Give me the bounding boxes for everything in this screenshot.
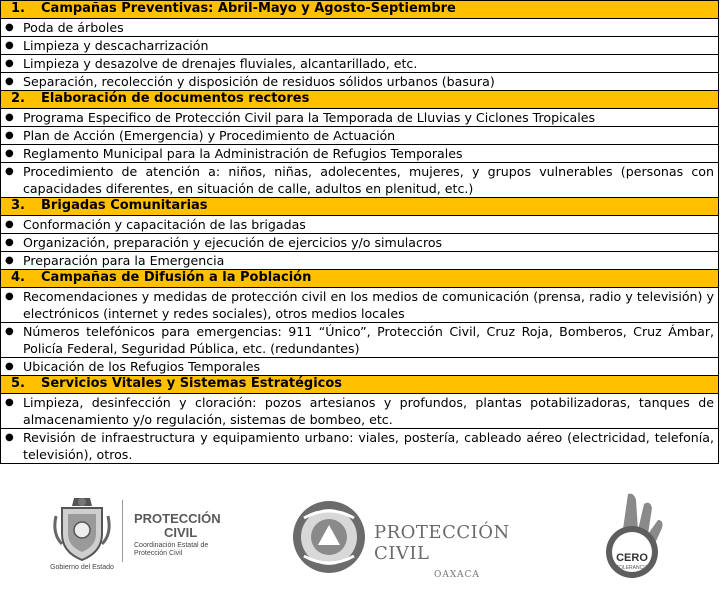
section-title: Elaboración de documentos rectores xyxy=(41,91,310,106)
bullet-icon: ● xyxy=(5,361,14,372)
proteccion-civil-emblem xyxy=(290,498,368,576)
cero-small: TOLERANCIA xyxy=(616,565,648,571)
bullet-icon: ● xyxy=(5,255,14,266)
section-number: 1. xyxy=(11,1,25,16)
bullet-icon: ● xyxy=(5,130,14,141)
list-item xyxy=(1,323,719,358)
list-item-row xyxy=(1,429,719,464)
list-item xyxy=(1,394,719,429)
section-title: Campañas de Difusión a la Población xyxy=(41,270,312,285)
pc-title-1: PROTECCIÓN xyxy=(134,511,221,526)
list-item xyxy=(1,429,719,464)
section-title: Brigadas Comunitarias xyxy=(41,198,208,213)
list-item-text: Ubicación de los Refugios Temporales xyxy=(23,359,261,374)
list-item xyxy=(1,145,719,163)
list-item xyxy=(1,127,719,145)
cero-tolerancia-logo xyxy=(600,490,670,582)
shield-icon xyxy=(52,494,112,564)
list-item-text: Preparación para la Emergencia xyxy=(23,253,225,268)
section-number: 5. xyxy=(11,376,25,391)
section-header xyxy=(1,376,719,394)
section-header-row xyxy=(1,1,719,19)
section-header-row xyxy=(1,91,719,109)
list-item-row xyxy=(1,288,719,323)
list-item-text: Reglamento Municipal para la Administración de Refugios Temporales xyxy=(23,146,463,161)
bullet-icon: ● xyxy=(5,326,14,337)
list-item-row xyxy=(1,73,719,91)
section-header xyxy=(1,91,719,109)
list-item-text: Limpieza y desazolve de drenajes fluviales, alcantarillado, etc. xyxy=(23,56,418,71)
list-item-row xyxy=(1,252,719,270)
oaxaca-shield-logo xyxy=(52,494,112,572)
bullet-icon: ● xyxy=(5,22,14,33)
list-item-row xyxy=(1,127,719,145)
bullet-icon: ● xyxy=(5,237,14,248)
section-number: 2. xyxy=(11,91,25,106)
list-item-text: Limpieza y descacharrización xyxy=(23,38,209,53)
list-item-text: Separación, recolección y disposición de residuos sólidos urbanos (basura) xyxy=(23,74,495,89)
list-item xyxy=(1,252,719,270)
list-item-row xyxy=(1,394,719,429)
list-item xyxy=(1,234,719,252)
section-header xyxy=(1,198,719,216)
list-item xyxy=(1,109,719,127)
list-item xyxy=(1,55,719,73)
list-item xyxy=(1,19,719,37)
list-item-text: Recomendaciones y medidas de protección civil en los medios de comunicación (prensa, radio y televisión) y electrónicos (internet y redes sociales), otros medios locales xyxy=(23,289,714,321)
logo-divider xyxy=(122,500,123,562)
section-header xyxy=(1,270,719,288)
list-item-row xyxy=(1,55,719,73)
pc-oaxaca-wordmark xyxy=(374,522,554,580)
bullet-icon: ● xyxy=(5,148,14,159)
list-item xyxy=(1,358,719,376)
bullet-icon: ● xyxy=(5,397,14,408)
list-item-text: Revisión de infraestructura y equipamiento urbano: viales, postería, cableado aéreo (electricidad, telefonía, televisión), otros. xyxy=(23,430,714,462)
civil-protection-emblem-icon xyxy=(290,498,368,576)
list-item-row xyxy=(1,323,719,358)
list-item-text: Limpieza, desinfección y cloración: pozos artesianos y profundos, plantas potabilizadoras, tanques de almacenamiento y/o regulación, sistemas de bombeo, etc. xyxy=(23,395,714,427)
bullet-icon: ● xyxy=(5,58,14,69)
coordinacion-logo xyxy=(134,512,244,572)
logo-strip xyxy=(0,478,720,600)
list-item-text: Poda de árboles xyxy=(23,20,124,35)
list-item-row xyxy=(1,37,719,55)
section-number: 3. xyxy=(11,198,25,213)
list-item-text: Plan de Acción (Emergencia) y Procedimiento de Actuación xyxy=(23,128,396,143)
section-header-row xyxy=(1,376,719,394)
section-title: Servicios Vitales y Sistemas Estratégicos xyxy=(41,376,343,391)
bullet-icon: ● xyxy=(5,76,14,87)
bullet-icon: ● xyxy=(5,291,14,302)
list-item xyxy=(1,37,719,55)
section-header xyxy=(1,1,719,19)
pc-title-2: CIVIL xyxy=(164,525,198,540)
list-item-text: Números telefónicos para emergencias: 911 “Único”, Protección Civil, Cruz Roja, Bomberos, Cruz Ámbar, Policía Federal, Seguridad Pública, etc. (redundantes) xyxy=(23,324,714,356)
list-item-row xyxy=(1,163,719,198)
pc-oaxaca-title: PROTECCIÓN CIVIL xyxy=(374,522,510,564)
list-item-row xyxy=(1,19,719,37)
list-item-row xyxy=(1,216,719,234)
pc-sub-2: Protección Civil xyxy=(134,550,183,557)
list-item xyxy=(1,216,719,234)
section-header-row xyxy=(1,270,719,288)
gobierno-caption: Gobierno del Estado xyxy=(50,564,114,571)
list-item-row xyxy=(1,358,719,376)
list-item-row xyxy=(1,109,719,127)
list-item-text: Procedimiento de atención a: niños, niñas, adolecentes, mujeres, y grupos vulnerables (personas con capacidades diferentes, en situación de calle, adultos en plenitud, etc.) xyxy=(23,164,714,196)
bullet-icon: ● xyxy=(5,166,14,177)
pc-oaxaca-sub: OAXACA xyxy=(434,570,480,580)
section-title: Campañas Preventivas: Abril-Mayo y Agosto-Septiembre xyxy=(41,1,456,16)
list-item-text: Conformación y capacitación de las brigadas xyxy=(23,217,306,232)
list-item xyxy=(1,288,719,323)
list-item-row xyxy=(1,145,719,163)
section-header-row xyxy=(1,198,719,216)
list-item-row xyxy=(1,234,719,252)
pc-sub-1: Coordinación Estatal de xyxy=(134,542,209,549)
section-number: 4. xyxy=(11,270,25,285)
bullet-icon: ● xyxy=(5,432,14,443)
cero-big: CERO xyxy=(616,552,648,564)
list-item-text: Organización, preparación y ejecución de ejercicios y/o simulacros xyxy=(23,235,443,250)
list-item-text: Programa Especifico de Protección Civil para la Temporada de Lluvias y Ciclones Tropicales xyxy=(23,110,596,125)
bullet-icon: ● xyxy=(5,219,14,230)
list-item xyxy=(1,163,719,198)
bullet-icon: ● xyxy=(5,112,14,123)
bullet-icon: ● xyxy=(5,40,14,51)
list-item xyxy=(1,73,719,91)
